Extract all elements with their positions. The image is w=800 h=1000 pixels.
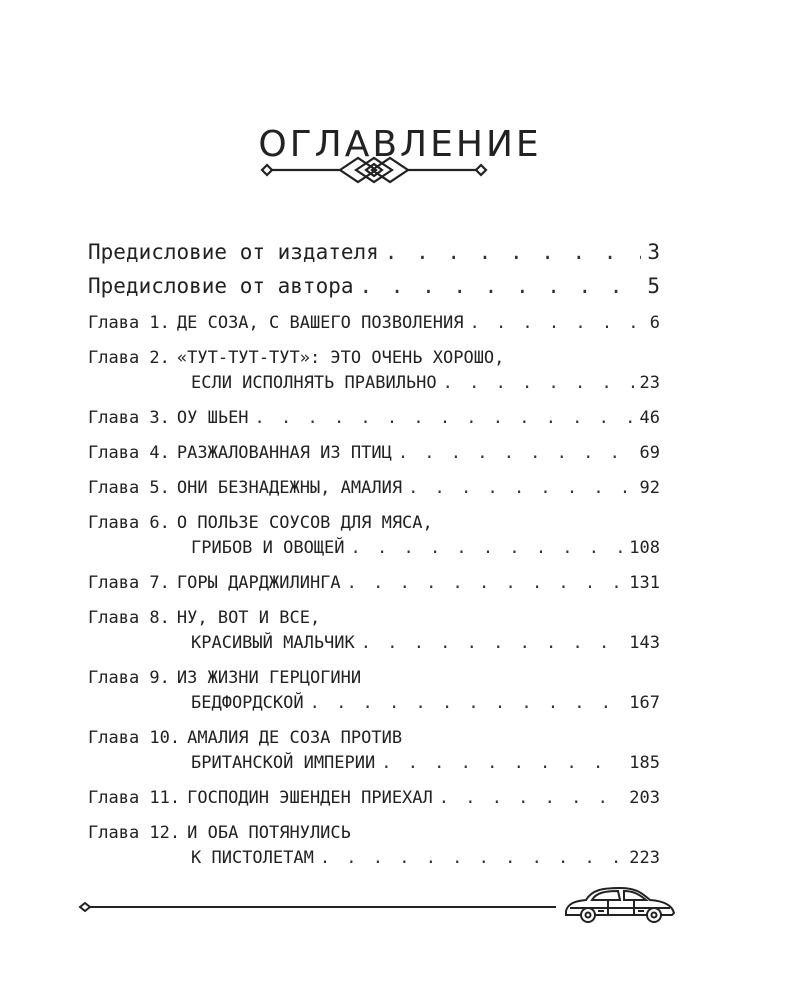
page-number: 167	[629, 693, 660, 713]
page-number: 143	[629, 633, 660, 653]
chapter-label: Глава 2.	[88, 348, 170, 368]
chapter-line	[88, 631, 660, 656]
entry-title: Предисловие от издателя	[88, 240, 379, 264]
chapter-title: НУ, ВОТ И ВСЕ,	[176, 608, 321, 628]
chapter-entry	[88, 441, 660, 466]
table-of-contents	[88, 236, 660, 881]
chapter-title: ГОСПОДИН ЭШЕНДЕН ПРИЕХАЛ	[187, 788, 433, 808]
chapter-entry	[88, 476, 660, 501]
dot-leader	[443, 371, 634, 396]
chapter-title: БЕДФОРДСКОЙ	[191, 693, 304, 713]
chapter-title: ИЗ ЖИЗНИ ГЕРЦОГИНИ	[176, 668, 362, 688]
page-title: ОГЛАВЛЕНИЕ	[258, 124, 542, 166]
dot-leader	[385, 236, 642, 268]
dot-leader	[381, 751, 623, 776]
chapter-label: Глава 7.	[88, 573, 170, 593]
page-number: 185	[629, 753, 660, 773]
chapter-entry	[88, 511, 660, 561]
chapter-line	[88, 606, 660, 631]
chapter-line	[88, 666, 660, 691]
page-number: 3	[647, 240, 660, 264]
chapter-line	[88, 371, 660, 396]
dot-leader	[361, 631, 624, 656]
chapter-label: Глава 4.	[88, 443, 170, 463]
page-number: 131	[629, 573, 660, 593]
page-number: 6	[649, 313, 660, 333]
bottom-rule	[78, 885, 682, 929]
chapter-label: Глава 8.	[88, 608, 170, 628]
chapter-line	[88, 846, 660, 871]
chapter-line	[88, 476, 660, 501]
chapter-label: Глава 9.	[88, 668, 170, 688]
chapter-label: Глава 5.	[88, 478, 170, 498]
chapter-title: К ПИСТОЛЕТАМ	[191, 848, 314, 868]
chapter-title: И ОБА ПОТЯНУЛИСЬ	[187, 823, 351, 843]
chapter-entry	[88, 311, 660, 336]
dot-leader	[255, 406, 634, 431]
page-number: 223	[629, 848, 660, 868]
chapter-line	[88, 821, 660, 846]
chapter-entry	[88, 406, 660, 431]
dot-leader	[360, 270, 642, 302]
chapter-entry	[88, 666, 660, 716]
chapter-line	[88, 726, 660, 751]
chapter-title: О ПОЛЬЗЕ СОУСОВ ДЛЯ МЯСА,	[176, 513, 433, 533]
chapter-entry	[88, 346, 660, 396]
chapter-title: РАЗЖАЛОВАННАЯ ИЗ ПТИЦ	[176, 443, 392, 463]
chapter-entry	[88, 606, 660, 656]
page-number: 69	[639, 443, 660, 463]
dot-leader	[469, 311, 643, 336]
chapter-title: ЕСЛИ ИСПОЛНЯТЬ ПРАВИЛЬНО	[191, 373, 437, 393]
page-number: 5	[647, 274, 660, 298]
chapter-title: ОУ ШЬЕН	[176, 408, 249, 428]
chapter-title: ГРИБОВ И ОВОЩЕЙ	[191, 538, 345, 558]
toc-entry	[88, 270, 660, 302]
page-number: 203	[629, 788, 660, 808]
page-number: 108	[629, 538, 660, 558]
chapter-title: ГОРЫ ДАРДЖИЛИНГА	[176, 573, 341, 593]
chapter-label: Глава 1.	[88, 313, 170, 333]
chapter-line	[88, 786, 660, 811]
chapter-line	[88, 751, 660, 776]
chapter-title: ДЕ СОЗА, С ВАШЕГО ПОЗВОЛЕНИЯ	[176, 313, 464, 333]
chapter-line	[88, 441, 660, 466]
chapter-title: БРИТАНСКОЙ ИМПЕРИИ	[191, 753, 376, 773]
dot-leader	[351, 536, 624, 561]
entry-title: Предисловие от автора	[88, 274, 354, 298]
chapter-label: Глава 12.	[88, 823, 181, 843]
page-number: 46	[639, 408, 660, 428]
dot-leader	[310, 691, 624, 716]
chapter-label: Глава 11.	[88, 788, 181, 808]
chapter-label: Глава 6.	[88, 513, 170, 533]
chapter-label: Глава 3.	[88, 408, 170, 428]
dot-leader	[398, 441, 634, 466]
dot-leader	[347, 571, 624, 596]
chapter-title: АМАЛИЯ ДЕ СОЗА ПРОТИВ	[187, 728, 403, 748]
chapter-line	[88, 311, 660, 336]
chapter-entry	[88, 726, 660, 776]
chapter-line	[88, 536, 660, 561]
dot-leader	[439, 786, 624, 811]
dot-leader	[408, 476, 633, 501]
page-number: 92	[639, 478, 660, 498]
toc-entry	[88, 236, 660, 268]
chapter-line	[88, 346, 660, 371]
chapter-entry	[88, 571, 660, 596]
chapter-title: «ТУТ-ТУТ-ТУТ»: ЭТО ОЧЕНЬ ХОРОШО,	[176, 348, 505, 368]
vintage-car-icon	[566, 888, 674, 922]
chapter-entry	[88, 786, 660, 811]
chapter-entry	[88, 821, 660, 871]
chapter-line	[88, 571, 660, 596]
chapter-line	[88, 511, 660, 536]
chapter-line	[88, 406, 660, 431]
diamond-divider-icon	[258, 152, 490, 188]
dot-leader	[320, 846, 623, 871]
chapter-title: КРАСИВЫЙ МАЛЬЧИК	[191, 633, 355, 653]
chapter-line	[88, 691, 660, 716]
page-number: 23	[639, 373, 660, 393]
chapter-title: ОНИ БЕЗНАДЕЖНЫ, АМАЛИЯ	[176, 478, 403, 498]
chapter-label: Глава 10.	[88, 728, 181, 748]
